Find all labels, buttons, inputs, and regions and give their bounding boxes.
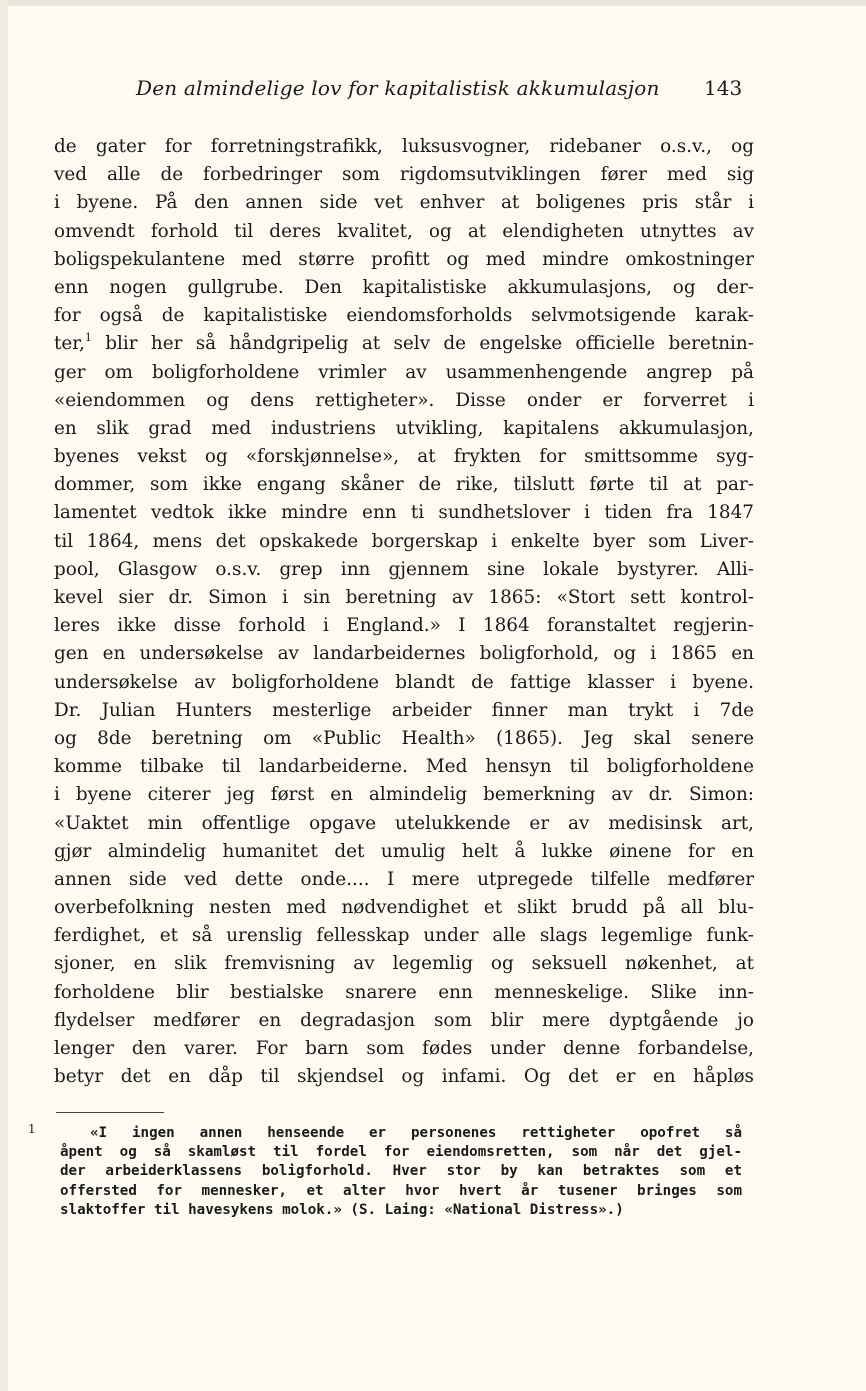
body-line: i byene. På den annen side vet enhver at boligenes pris står i — [54, 192, 754, 214]
body-line: betyr det en dåp til skjendsel og infami. Og det er en håpløs — [54, 1066, 754, 1088]
body-line: leres ikke disse forhold i England.» I 1864 foranstaltet regjerin- — [54, 615, 754, 637]
body-line: pool, Glasgow o.s.v. grep inn gjennem sine lokale bystyrer. Alli- — [54, 558, 754, 580]
footnote-reference[interactable]: 1 — [84, 331, 92, 345]
body-line-start: ter, — [54, 333, 85, 355]
body-line: kevel sier dr. Simon i sin beretning av 1865: «Stort sett kontrol- — [54, 587, 754, 608]
footnote-line: offersted for mennesker, et alter hvor hvert år tusener bringes som — [60, 1182, 742, 1199]
footnote — [60, 1124, 742, 1220]
body-line: enn nogen gullgrube. Den kapitalistiske akkumulasjons, og der- — [54, 276, 754, 298]
footnote-line: «I ingen annen henseende er personenes rettigheter opofret så — [90, 1125, 742, 1141]
body-line: ved alle de forbedringer som rigdomsutviklingen fører med sig — [54, 164, 754, 186]
body-line: Dr. Julian Hunters mesterlige arbeider finner man trykt i 7de — [54, 699, 754, 721]
footnote-line: slaktoffer til havesykens molok.» (S. Laing: «National Distress».) — [60, 1201, 624, 1218]
running-title: Den almindelige lov for kapitalistisk akkumulasjon — [136, 76, 660, 100]
body-line: forholdene blir bestialske snarere enn menneskelige. Slike inn- — [54, 981, 754, 1003]
body-line: gen en undersøkelse av landarbeidernes boligforhold, og i 1865 en — [54, 643, 754, 665]
body-line: overbefolkning nesten med nødvendighet et slikt brudd på all blu- — [54, 897, 754, 919]
body-line: undersøkelse av boligforholdene blandt de fattige klasser i byene. — [54, 671, 754, 693]
footnote-divider — [56, 1112, 164, 1113]
page-number: 143 — [704, 76, 743, 100]
body-line: de gater for forretningstrafikk, luksusvogner, ridebaner o.s.v., og — [54, 136, 754, 157]
body-line: sjoner, en slik fremvisning av legemlig og seksuell nøkenhet, at — [54, 953, 754, 975]
body-line: lamentet vedtok ikke mindre enn ti sundhetslover i tiden fra 1847 — [54, 502, 754, 524]
body-line-with-footnote-ref — [54, 330, 754, 358]
body-line: og 8de beretning om «Public Health» (1865). Jeg skal senere — [54, 727, 754, 749]
body-line: annen side ved dette onde.... I mere utpregede tilfelle medfører — [54, 868, 754, 890]
body-line: dommer, som ikke engang skåner de rike, tilslutt førte til at par- — [54, 474, 754, 496]
footnote-line: der arbeiderklassens boligforhold. Hver stor by kan betraktes som et — [60, 1163, 742, 1180]
body-line: flydelser medfører en degradasjon som blir mere dyptgående jo — [54, 1009, 754, 1031]
body-line: komme tilbake til landarbeiderne. Med hensyn til boligforholdene — [54, 756, 754, 778]
footnote-marker: 1 — [28, 1122, 36, 1136]
body-line: «eiendommen og dens rettigheter». Disse onder er forverret i — [54, 389, 754, 411]
body-line-rest: blir her så håndgripelig at selv de engelske officielle beretnin- — [105, 333, 754, 355]
body-line: for også de kapitalistiske eiendomsforholds selvmotsigende karak- — [54, 305, 754, 327]
body-line: gjør almindelig humanitet det umulig helt å lukke øinene for en — [54, 840, 754, 862]
page-edge-left — [0, 0, 8, 1391]
body-line: i byene citerer jeg først en almindelig bemerkning av dr. Simon: — [54, 784, 754, 806]
body-line: omvendt forhold til deres kvalitet, og at elendigheten utnyttes av — [54, 220, 754, 242]
body-line: en slik grad med industriens utvikling, kapitalens akkumulasjon, — [54, 417, 754, 439]
body-line: ger om boligforholdene vrimler av usammenhengende angrep på — [54, 361, 754, 383]
body-line: lenger den varer. For barn som fødes under denne forbandelse, — [54, 1038, 754, 1059]
body-line: til 1864, mens det opskakede borgerskap i enkelte byer som Liver- — [54, 530, 754, 552]
body-line: byenes vekst og «forskjønnelse», at frykten for smittsomme syg- — [54, 446, 754, 468]
body-text — [54, 133, 754, 1091]
footnote-line: åpent og så skamløst til fordel for eiendomsretten, som når det gjel- — [60, 1144, 742, 1161]
body-line: ferdighet, et så urenslig fellesskap under alle slags legemlige funk- — [54, 925, 754, 947]
body-line: «Uaktet min offentlige opgave utelukkende er av medisinsk art, — [54, 812, 754, 834]
body-line: boligspekulantene med større profitt og med mindre omkostninger — [54, 248, 754, 270]
page-edge-top — [0, 0, 866, 6]
